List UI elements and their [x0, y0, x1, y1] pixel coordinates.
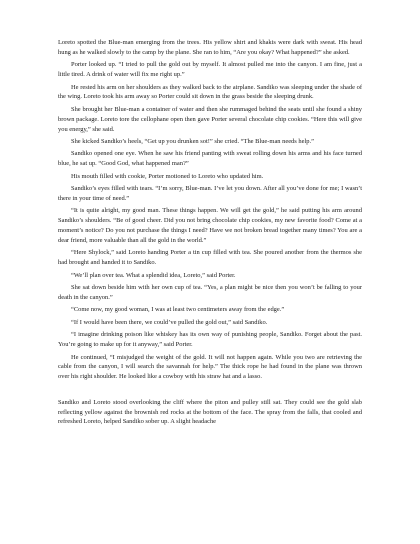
paragraph: “Come now, my good woman, I was at least two centimeters away from the edge.” — [71, 306, 285, 314]
closing-paragraph: Sandiko and Loreto stood overlooking the cliff where the piton and pulley still sat. They could see the gold slab reflecting yellow against the brownish red rocks at the bottom of the face. The spray from the falls, that cooled and refreshed Loreto, helped Sandiko sober up. A slight headache — [58, 398, 362, 426]
paragraph: Porter looked up. “I tried to pull the gold out by myself. It almost pulled me into the canyon. I am fine, just a little tired. A drink of water will fix me right up.” — [58, 61, 362, 79]
paragraph: “It is quite alright, my good man. These things happen. We will get the gold,” he said putting his arm around Sandiko’s shoulders. “Be of good cheer. Did you not bring chocolate chip cookies, my new favorite food? Come at a moment’s notice? Do you not purchase the things I need? Have we not broken bread together many times? You are a dear friend, more valuable than all the gold in the world.” — [58, 207, 362, 244]
story-text — [58, 38, 362, 427]
paragraph: She brought her Blue-man a container of water and then she rummaged behind the seats until she found a shiny brown package. Loreto tore the cellophane open then gave Porter several chocolate chip cookies. “Here this will give you energy,” she said. — [58, 105, 362, 133]
paragraph: He rested his arm on her shoulders as they walked back to the airplane. Sandiko was sleeping under the shade of the wing. Loreto took his arm away so Porter could sit down in the grass beside the sleeping drunk. — [58, 83, 362, 101]
paragraph: She kicked Sandiko’s heels, “Get up you drunken sot!” she cried. “The Blue-man needs help.” — [71, 137, 314, 145]
paragraph: Sandiko’s eyes filled with tears. “I’m sorry, Blue-man. I’ve let you down. After all you’ve done for me; I wasn’t there in your time of need.” — [58, 185, 362, 202]
paragraph: “If I would have been there, we could’ve pulled the gold out,” said Sandiko. — [71, 318, 268, 326]
paragraph: Sandiko opened one eye. When he saw his friend panting with sweat rolling down his arms and his face turned blue, he sat up. “Good God, what happened man?” — [58, 150, 362, 168]
paragraph: “Here Shylock,” said Loreto handing Porter a tin cup filled with tea. She poured another from the thermos she had brought and handed it to Sandiko. — [58, 249, 362, 267]
paragraph: She sat down beside him with her own cup of tea. “Yes, a plan might be nice then you won’t be falling to your death in the canyon.” — [58, 284, 362, 301]
paragraph: His mouth filled with cookie, Porter motioned to Loreto who updated him. — [71, 172, 264, 180]
paragraph: “I imagine drinking poison like whiskey has its own way of punishing people, Sandiko. Forget about the past. You’re going to make up for it anyway,” said Porter. — [58, 331, 362, 349]
paragraph: Loreto spotted the Blue-man emerging from the trees. His yellow shirt and khakis were dark with sweat. His head hung as he walked slowly to the camp by the plane. She ran to him, “Are you okay? What happened?” she asked. — [58, 39, 362, 56]
paragraph: “We’ll plan over tea. What a splendid idea, Loreto,” said Porter. — [71, 271, 236, 279]
paragraph: He continued, “I misjudged the weight of the gold. It will not happen again. While you two are retrieving the cable from the canyon, I will search the savannah for help.” The thick rope he had found in the plane was thrown over his right shoulder. He looked like a cowboy with his straw hat and a lasso. — [58, 353, 362, 381]
section-break — [58, 385, 362, 398]
